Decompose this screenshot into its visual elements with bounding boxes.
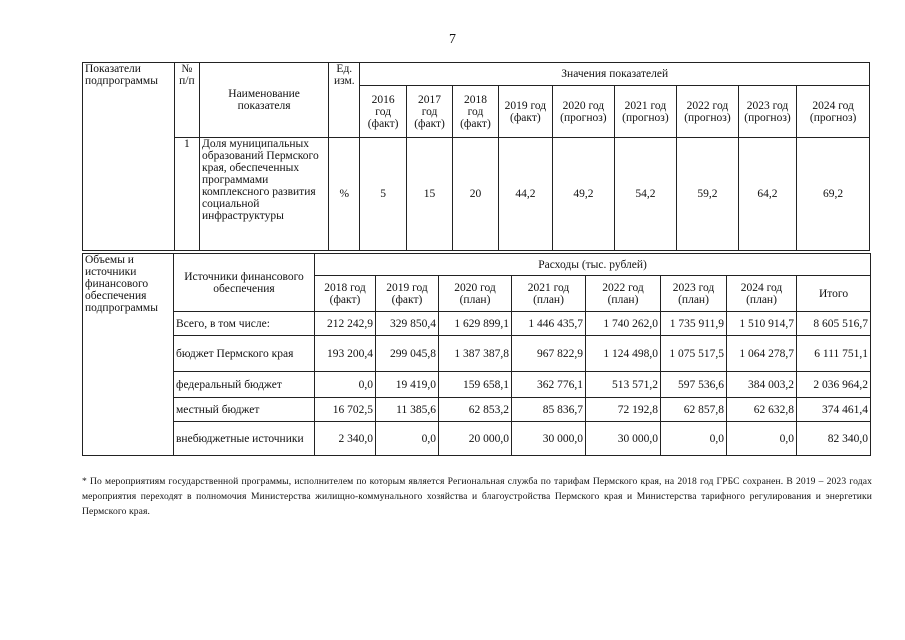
source-name: Всего, в том числе:: [174, 312, 315, 336]
financing-section-label: Объемы и источники финансового обеспечения подпрограммы: [83, 254, 174, 456]
amount: 1 510 914,7: [727, 312, 797, 336]
year-header: 2016 год (факт): [360, 86, 406, 138]
year-header: 2021 год (план): [512, 276, 586, 312]
footnote: * По мероприятиям государственной программы, исполнителем по которым является Региональная служба по тарифам Пермского края, на 2018 год ГРБС сохранен. В 2019 – 2023 годах мероприятия переходят в полномочия Министерства жилищно-коммунального хозяйства и благоустройства Пермского края и Министерства тарифного регулирования и энергетики Пермского края.: [82, 476, 872, 517]
amount: 212 242,9: [315, 312, 376, 336]
amount: 82 340,0: [797, 422, 871, 456]
amount: 19 419,0: [376, 372, 439, 398]
year-header: 2023 год (прогноз): [738, 86, 797, 138]
amount: 1 629 899,1: [439, 312, 512, 336]
amount: 0,0: [315, 372, 376, 398]
amount: 20 000,0: [439, 422, 512, 456]
total-header: Итого: [797, 276, 871, 312]
year-header: 2024 год (прогноз): [797, 86, 870, 138]
indicator-value: 15: [406, 138, 452, 251]
amount: 16 702,5: [315, 398, 376, 422]
year-header: 2018 год (факт): [453, 86, 498, 138]
indicator-value: 44,2: [498, 138, 552, 251]
amount: 384 003,2: [727, 372, 797, 398]
amount: 597 536,6: [661, 372, 727, 398]
source-name: федеральный бюджет: [174, 372, 315, 398]
indicator-value: 59,2: [677, 138, 739, 251]
amount: 1 064 278,7: [727, 336, 797, 372]
table-row: [83, 336, 871, 372]
indicator-value: 49,2: [553, 138, 615, 251]
year-header: 2017 год (факт): [406, 86, 452, 138]
page-number: 7: [449, 32, 456, 47]
amount: 8 605 516,7: [797, 312, 871, 336]
indicator-name: Доля муниципальных образований Пермского края, обеспеченных программами комплексного развития социальной инфраструктуры: [200, 138, 329, 251]
amount: 513 571,2: [586, 372, 661, 398]
amount: 193 200,4: [315, 336, 376, 372]
amount: 967 822,9: [512, 336, 586, 372]
amount: 329 850,4: [376, 312, 439, 336]
amount: 1 075 517,5: [661, 336, 727, 372]
financing-table: [82, 253, 871, 456]
amount: 1 740 262,0: [586, 312, 661, 336]
table-row: [83, 422, 871, 456]
values-header: Значения показателей: [360, 63, 870, 86]
indicator-value: 5: [360, 138, 406, 251]
amount: 85 836,7: [512, 398, 586, 422]
col-name-header: Наименование показателя: [200, 63, 329, 138]
year-header: 2020 год (прогноз): [553, 86, 615, 138]
amount: 62 857,8: [661, 398, 727, 422]
amount: 62 632,8: [727, 398, 797, 422]
amount: 62 853,2: [439, 398, 512, 422]
expenses-header: Расходы (тыс. рублей): [315, 254, 871, 276]
year-header: 2021 год (прогноз): [614, 86, 677, 138]
table-row: [83, 312, 871, 336]
row-num: 1: [174, 138, 199, 251]
amount: 2 036 964,2: [797, 372, 871, 398]
source-name: бюджет Пермского края: [174, 336, 315, 372]
amount: 159 658,1: [439, 372, 512, 398]
amount: 1 735 911,9: [661, 312, 727, 336]
amount: 1 446 435,7: [512, 312, 586, 336]
amount: 362 776,1: [512, 372, 586, 398]
year-header: 2018 год (факт): [315, 276, 376, 312]
year-header: 2023 год (план): [661, 276, 727, 312]
amount: 30 000,0: [586, 422, 661, 456]
indicator-value: 69,2: [797, 138, 870, 251]
year-header: 2022 год (план): [586, 276, 661, 312]
amount: 1 124 498,0: [586, 336, 661, 372]
amount: 30 000,0: [512, 422, 586, 456]
amount: 299 045,8: [376, 336, 439, 372]
year-header: 2022 год (прогноз): [677, 86, 739, 138]
source-name: местный бюджет: [174, 398, 315, 422]
source-name: внебюджетные источники: [174, 422, 315, 456]
indicator-value: 20: [453, 138, 498, 251]
amount: 6 111 751,1: [797, 336, 871, 372]
indicators-table: [82, 62, 870, 251]
amount: 72 192,8: [586, 398, 661, 422]
year-header: 2020 год (план): [439, 276, 512, 312]
year-header: 2024 год (план): [727, 276, 797, 312]
amount: 374 461,4: [797, 398, 871, 422]
amount: 2 340,0: [315, 422, 376, 456]
indicator-value: 54,2: [614, 138, 677, 251]
amount: 11 385,6: [376, 398, 439, 422]
table-row: [83, 372, 871, 398]
col-unit-header: Ед. изм.: [329, 63, 360, 138]
indicators-section-label: Показатели подпрограммы: [83, 63, 175, 251]
indicator-value: 64,2: [738, 138, 797, 251]
col-num-header: № п/п: [174, 63, 199, 138]
sources-header: Источники финансового обеспечения: [174, 254, 315, 312]
amount: 0,0: [661, 422, 727, 456]
amount: 1 387 387,8: [439, 336, 512, 372]
amount: 0,0: [376, 422, 439, 456]
year-header: 2019 год (факт): [498, 86, 552, 138]
table-row: [83, 398, 871, 422]
year-header: 2019 год (факт): [376, 276, 439, 312]
amount: 0,0: [727, 422, 797, 456]
indicator-unit: %: [329, 138, 360, 251]
